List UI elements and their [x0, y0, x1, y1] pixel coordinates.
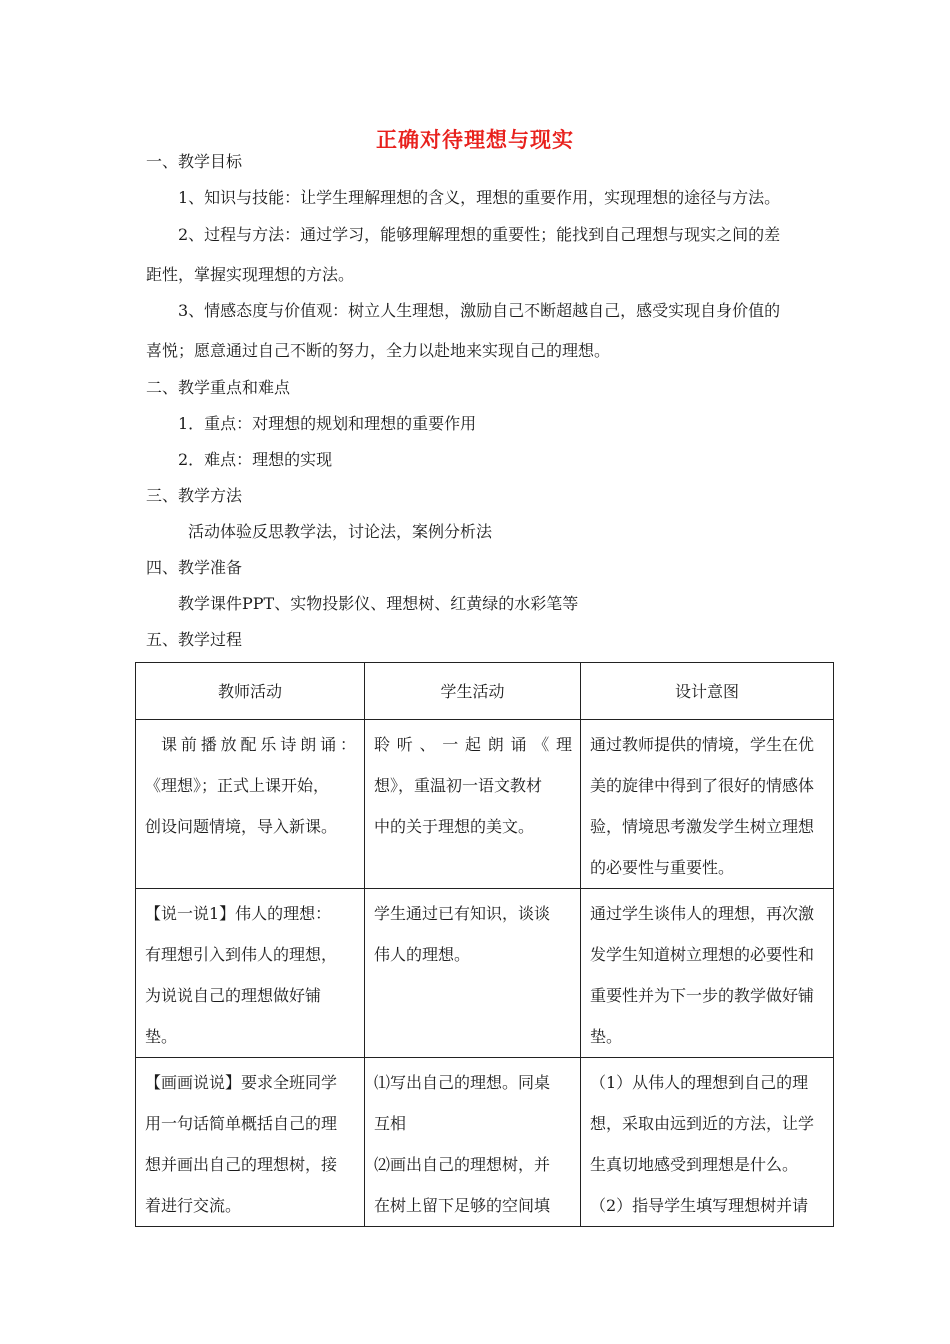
cell-line: 在树上留下足够的空间填	[374, 1196, 551, 1215]
header-student-activity: 学生活动	[365, 663, 581, 720]
table-row	[136, 720, 834, 889]
cell-line: ⑴写出自己的理想。同桌	[374, 1073, 551, 1092]
cell-line: 想，采取由远到近的方法，让学	[590, 1114, 815, 1133]
cell-line: 课前播放配乐诗朗诵：	[161, 735, 356, 754]
cell-line: 【画画说说】要求全班同学	[145, 1073, 338, 1092]
cell-line: （1）从伟人的理想到自己的理	[590, 1073, 809, 1092]
cell-line: 美的旋律中得到了很好的情感体	[590, 776, 815, 795]
teaching-methods: 活动体验反思教学法，讨论法，案例分析法	[188, 522, 493, 541]
cell-line: 重要性并为下一步的教学做好铺	[590, 986, 815, 1005]
table-header-row	[136, 663, 834, 720]
cell-line: 想》，重温初一语文教材	[374, 776, 543, 795]
teaching-preparation: 教学课件PPT、实物投影仪、理想树、红黄绿的水彩笔等	[178, 594, 579, 613]
cell-line: 中的关于理想的美文。	[374, 817, 535, 836]
cell-line: 验，情境思考激发学生树立理想	[590, 817, 815, 836]
cell-line: 有理想引入到伟人的理想，	[145, 945, 338, 964]
cell-teacher	[136, 1058, 365, 1227]
cell-intent	[581, 720, 834, 889]
cell-line: 通过教师提供的情境，学生在优	[590, 735, 815, 754]
cell-student	[365, 889, 581, 1058]
cell-line: 通过学生谈伟人的理想，再次激	[590, 904, 815, 923]
table-row	[136, 889, 834, 1058]
cell-line: 垫。	[145, 1027, 178, 1046]
section-heading-3: 三、教学方法	[146, 486, 243, 505]
cell-line: 生真切地感受到理想是什么。	[590, 1155, 799, 1174]
cell-teacher	[136, 720, 365, 889]
cell-line: 的必要性与重要性。	[590, 858, 735, 877]
cell-line: 为说说自己的理想做好铺	[145, 986, 322, 1005]
section-heading-2: 二、教学重点和难点	[146, 378, 291, 397]
header-design-intent: 设计意图	[581, 663, 834, 720]
key-point: 1．重点：对理想的规划和理想的重要作用	[178, 414, 477, 433]
cell-line: 垫。	[590, 1027, 623, 1046]
cell-teacher	[136, 889, 365, 1058]
teaching-process-table	[135, 662, 834, 1227]
objective-3-cont: 喜悦；愿意通过自己不断的努力，全力以赴地来实现自己的理想。	[146, 341, 611, 360]
cell-line: 想并画出自己的理想树，接	[145, 1155, 338, 1174]
cell-line: 聆听、一起朗诵《理	[374, 735, 572, 754]
section-heading-4: 四、教学准备	[146, 558, 243, 577]
table-row	[136, 1058, 834, 1227]
cell-student	[365, 720, 581, 889]
cell-intent	[581, 1058, 834, 1227]
cell-line: ⑵画出自己的理想树，并	[374, 1155, 551, 1174]
cell-line: 【说一说1】伟人的理想：	[145, 904, 332, 923]
section-heading-5: 五、教学过程	[146, 630, 243, 649]
objective-1: 1、知识与技能：让学生理解理想的含义，理想的重要作用，实现理想的途径与方法。	[178, 188, 781, 207]
cell-line: 用一句话简单概括自己的理	[145, 1114, 338, 1133]
cell-line: 伟人的理想。	[374, 945, 471, 964]
cell-line: 互相	[374, 1114, 407, 1133]
page-title: 正确对待理想与现实	[376, 127, 574, 152]
objective-2: 2、过程与方法：通过学习，能够理解理想的重要性；能找到自己理想与现实之间的差	[178, 225, 781, 244]
cell-line: 着进行交流。	[145, 1196, 242, 1215]
cell-line: 发学生知道树立理想的必要性和	[590, 945, 815, 964]
header-teacher-activity: 教师活动	[136, 663, 365, 720]
cell-line: 创设问题情境，导入新课。	[145, 817, 338, 836]
cell-intent	[581, 889, 834, 1058]
objective-2-cont: 距性，掌握实现理想的方法。	[146, 265, 355, 284]
cell-line: 《理想》；正式上课开始，	[145, 776, 330, 795]
cell-line: 学生通过已有知识，谈谈	[374, 904, 551, 923]
difficult-point: 2．难点：理想的实现	[178, 450, 333, 469]
objective-3: 3、情感态度与价值观：树立人生理想，激励自己不断超越自己，感受实现自身价值的	[178, 301, 781, 320]
cell-line: （2）指导学生填写理想树并请	[590, 1196, 809, 1215]
section-heading-1: 一、教学目标	[146, 152, 243, 171]
cell-student	[365, 1058, 581, 1227]
